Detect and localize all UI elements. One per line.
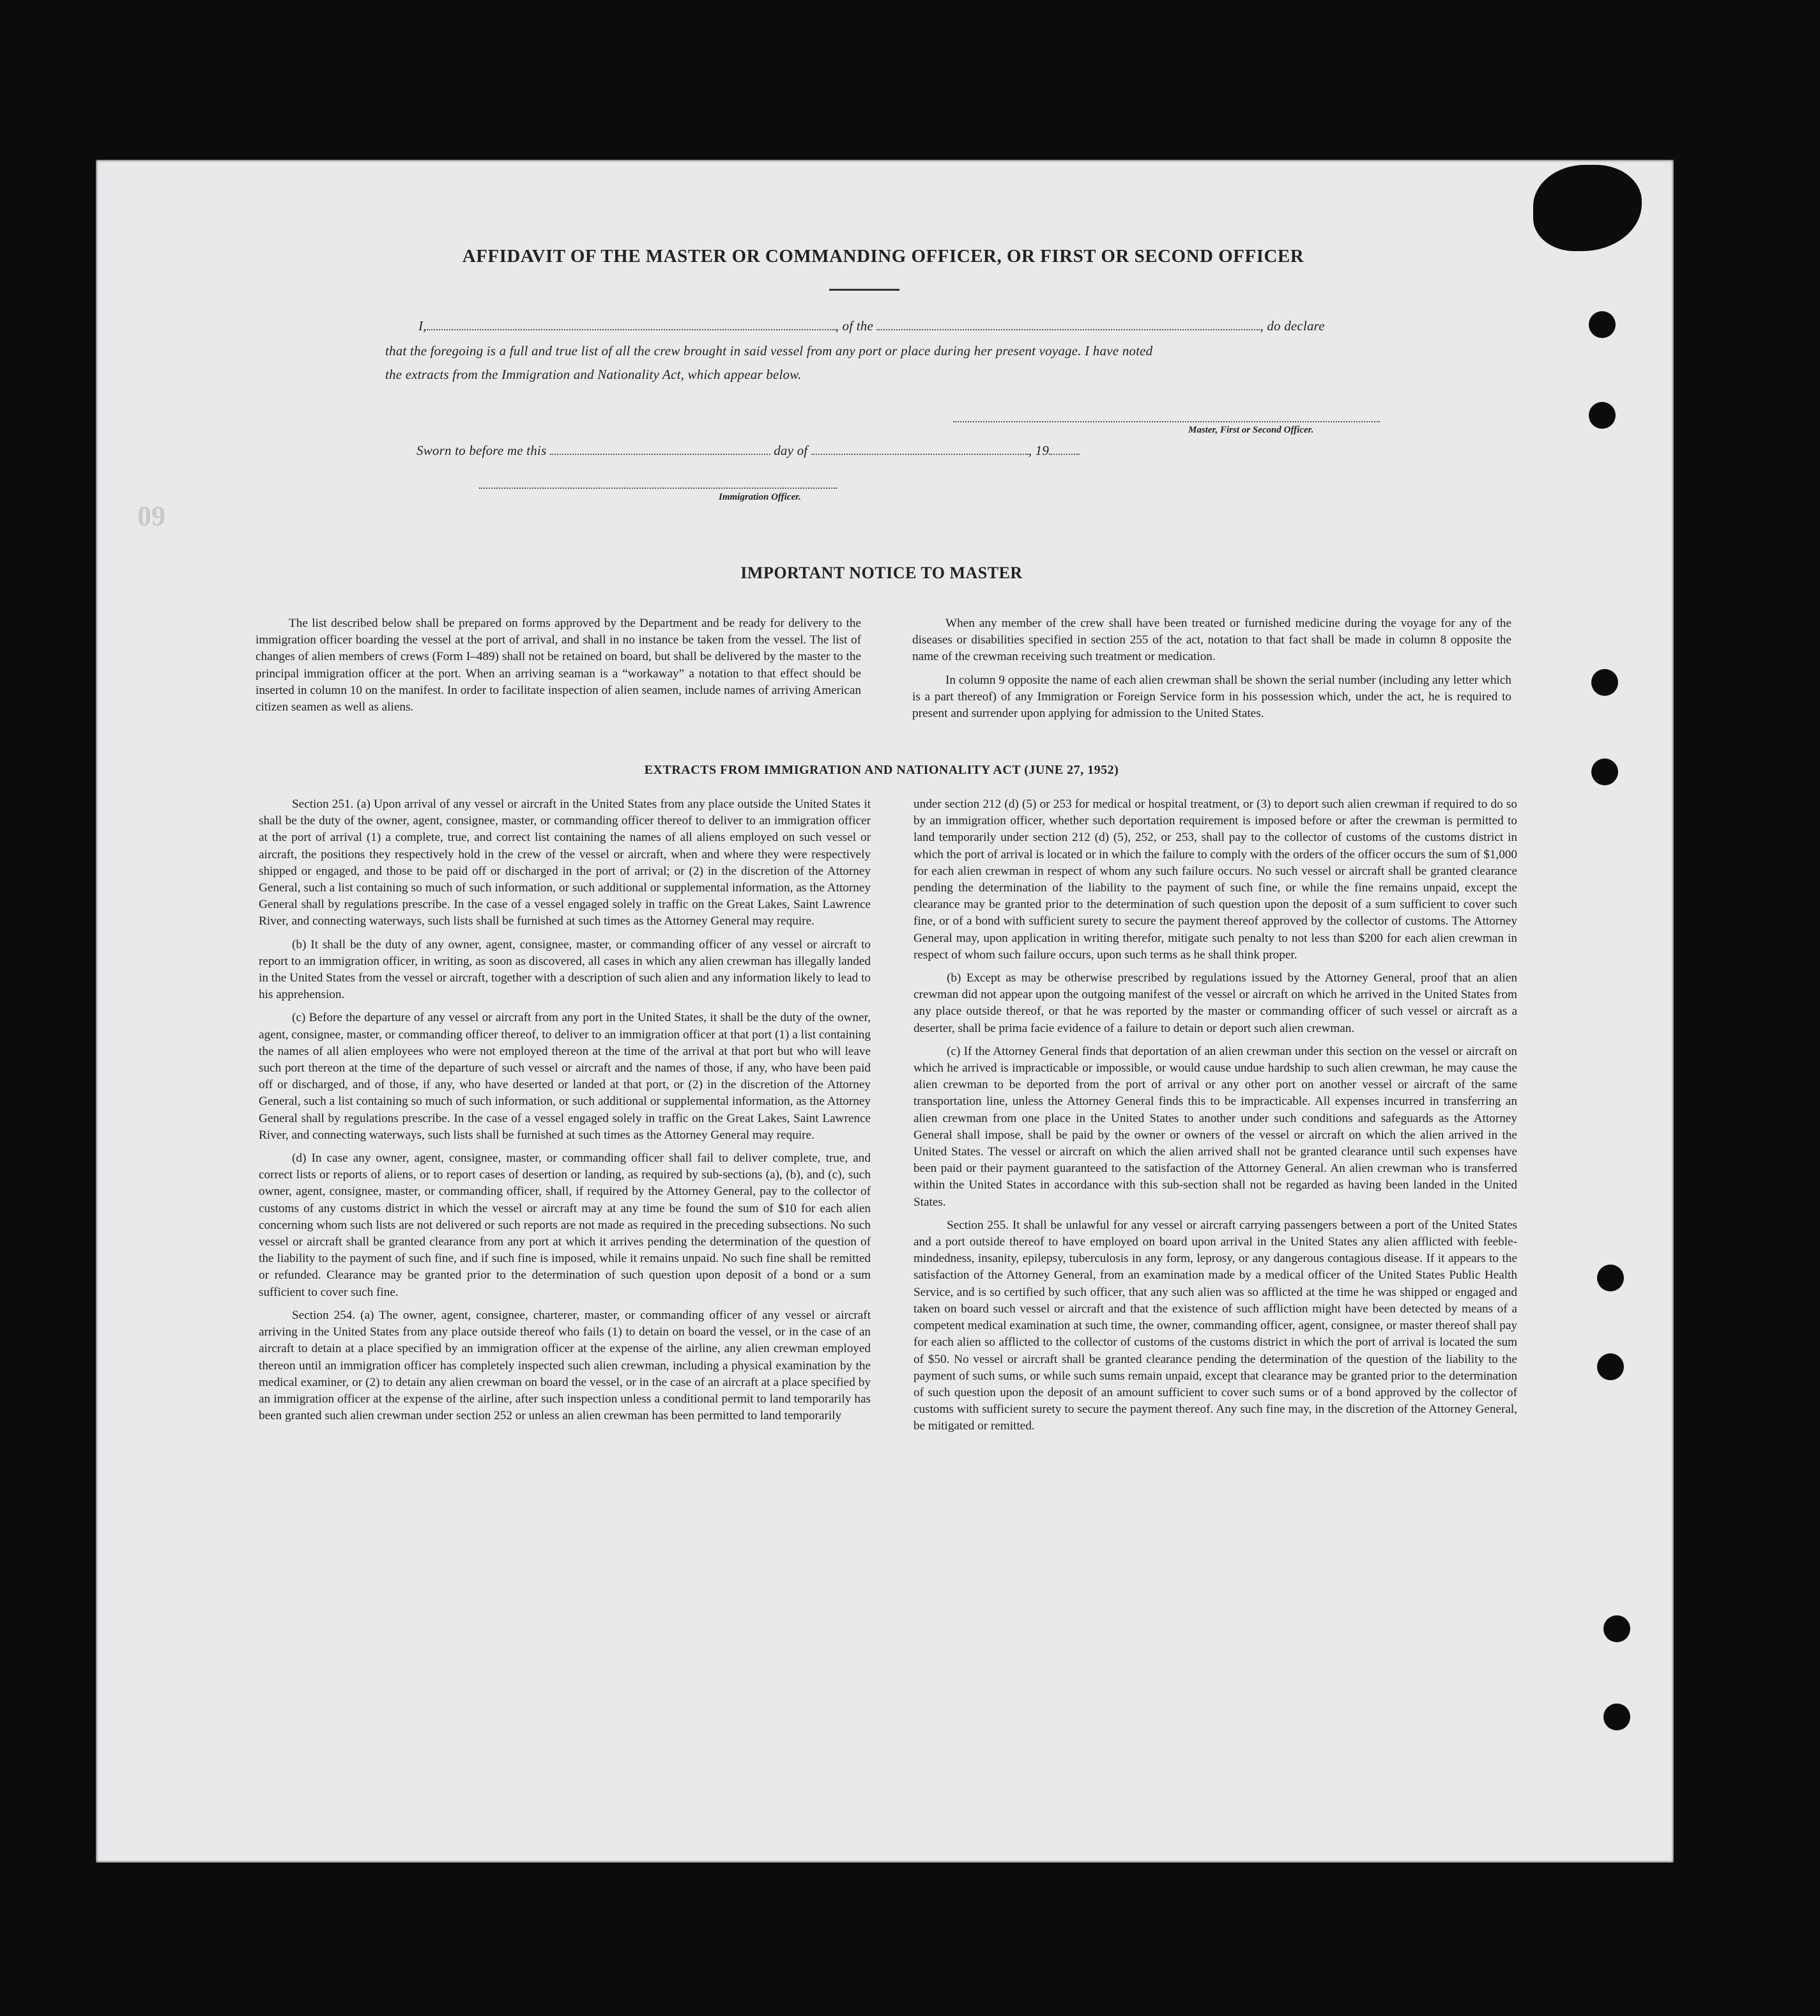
section-254-b: (b) Except as may be otherwise prescribed by regulations issued by the Attorney General, proof that an alien crewman did not appear upon the outgoing manifest of the vessel or aircraft on which he arrived in the United States from any place outside thereof, or that he was reported by the master or commanding officer of such vessel or aircraft as a deserter, shall be prima facie evidence of a failure to detain or deport such alien crewman.: [914, 971, 1517, 1035]
section-251-b: (b) It shall be the duty of any owner, agent, consignee, master, or commanding officer of any vessel or aircraft to report to an immigration officer, in writing, as soon as discovered, all cases in which any alien crewman has illegally landed in the United States from the vessel or aircraft, together with a description of such alien and any information likely to lead to his apprehension.: [259, 937, 871, 1002]
master-caption: Master, First or Second Officer.: [1188, 425, 1314, 435]
notice-title: IMPORTANT NOTICE TO MASTER: [740, 564, 1023, 582]
section-254-a-continued: under section 212 (d) (5) or 253 for medical or hospital treatment, or (3) to deport such alien crewman if required to do so by an immigration officer, whether such deportation requirement is imposed before or after the crewman is permitted to land temporarily under section 212 (d) (5), 252, or 253, shall pay to the collector of customs of the customs district in which the port of arrival is located or in which the failure to comply with the orders of the officer occurs the sum of $1,000 for each alien crewman in respect of whom any such failure occurs. No such vessel or aircraft shall be granted clearance pending the determination of the liability to the payment of such fine, or while the fine remains unpaid, except the clearance may be granted prior to the determination of such question upon the deposit of a sum sufficient to cover such fine, or of a bond with sufficient surety to secure the payment thereof approved by the collector of customs. The Attorney General may, upon application in writing therefor, mitigate such penalty to not less than $200 for each alien crewman in respect of whom such failure occurs, upon such terms as he shall think proper.: [914, 797, 1517, 962]
notice-right-paragraph-1: When any member of the crew shall have been treated or furnished medicine during the voyage for any of the diseases or disabilities specified in section 255 of the act, notation to that fact shall be made in column 8 opposite the name of the crewman receiving such treatment or medication.: [912, 617, 1511, 664]
punch-hole: [1589, 402, 1616, 429]
title-rule: [829, 289, 899, 291]
section-251-d: (d) In case any owner, agent, consignee, master, or commanding officer shall fail to deliver complete, true, and correct lists or reports of aliens, or to report cases of desertion or landing, as required by sub-sections (a), (b), and (c), such owner, agent, consignee, master, or commanding officer, shall, if required by the Attorney General, pay to the collector of customs of any customs district in which the vessel or aircraft may at any time be found the sum of $10 for each alien concerning whom such lists are not delivered or such reports are not made as required in the preceding subsections. No such vessel or aircraft shall be granted clearance from any port at which it arrives pending the determination of the question of the liability to the payment of such fine, and if such fine is imposed, while it remains unpaid. No such fine shall be remitted or refunded. Clearance may be granted prior to the determination of such question upon deposit of a bond or a sum sufficient to cover such fine.: [259, 1151, 871, 1299]
vessel-blank[interactable]: [876, 319, 1260, 330]
sworn-year-blank[interactable]: [1049, 443, 1080, 455]
notice-right-column: [912, 615, 1511, 722]
notice-left-column: [256, 615, 861, 716]
punch-hole: [1591, 758, 1618, 785]
sworn-line: [417, 443, 1080, 459]
section-251-c: (c) Before the departure of any vessel or aircraft from any port in the United States, it shall be the duty of the owner, agent, consignee, master, or commanding officer thereof, to deliver to an immigration officer at that port (1) a list containing the names of all alien employees who were not employed thereon at the time of the arrival at that port but who will leave such port thereon at the time of the departure of such vessel or aircraft and the names of those, if any, who have been paid off or discharged, and of those, if any, who have deserted or landed at that port, or (2) in the discretion of the Attorney General, such a list containing so much of such information, or such additional or supplemental information, as the Attorney General shall by regulations prescribe. In the case of a vessel engaged solely in traffic on the Great Lakes, Saint Lawrence River, and connecting waterways, such lists shall be furnished at such times as the Attorney General may require.: [259, 1011, 871, 1142]
punch-hole: [1603, 1704, 1630, 1730]
notice-right-paragraph-2: In column 9 opposite the name of each alien crewman shall be shown the serial number (including any letter which is a part thereof) of any Immigration or Foreign Service form in his possession which, under the act, he is required to present and surrender upon applying for admission to the United States.: [912, 673, 1511, 721]
declaration-i: I,: [418, 318, 427, 334]
punch-hole: [1589, 311, 1616, 338]
extracts-right-column: [914, 796, 1517, 1435]
extracts-left-column: [259, 796, 871, 1424]
punch-hole: [1597, 1353, 1624, 1380]
affidavit-title: AFFIDAVIT OF THE MASTER OR COMMANDING OFFICER, OR FIRST OR SECOND OFFICER: [462, 246, 1304, 266]
master-signature-line[interactable]: [953, 421, 1380, 422]
punch-hole: [1597, 1265, 1624, 1291]
section-255: Section 255. It shall be unlawful for any vessel or aircraft carrying passengers between a port of the United States and a port outside thereof to have employed on board upon arrival in the United States any alien afflicted with feeble-mindedness, insanity, epilepsy, tuberculosis in any form, leprosy, or any dangerous contagious disease. If it appears to the satisfaction of the Attorney General, from an examination made by a medical officer of the United States Public Health Service, and is so certified by such officer, that any such alien was so afflicted at the time he was shipped or engaged and taken on board such vessel or aircraft and that the existence of such affliction might have been detected by means of a competent medical examination at such time, the owner, commanding officer, agent, consignee, or master thereof shall pay for each alien so afflicted to the collector of customs of the customs district in which the port of arrival is located the sum of $50. No vessel or aircraft shall be granted clearance pending the determination of the question of the liability to the payment of such sums, or while such sums remain unpaid, except that clearance may be granted prior to the determination of such question upon the deposit of an amount sufficient to cover such sums or of a bond approved by the collector of customs with sufficient surety to secure the payment thereof. Any such fine may, in the discretion of the Attorney General, be mitigated or remitted.: [914, 1218, 1517, 1433]
declaration-line-2: that the foregoing is a full and true list of all the crew brought in said vessel from any port or place during her present voyage. I have noted: [385, 343, 1153, 358]
sworn-text: Sworn to before me this: [417, 443, 547, 458]
declaration-line-1: [418, 318, 1325, 334]
sworn-day-of: day of: [774, 443, 808, 458]
section-254-c: (c) If the Attorney General finds that deportation of an alien crewman under this section on the vessel or aircraft on which he arrived is impracticable or impossible, or would cause undue hardship to such alien crewman, he may cause the alien crewman to be deported from the port of arrival or any other port on another vessel or aircraft of the same transportation line, unless the Attorney General finds this to be impracticable. All expenses incurred in transferring an alien crewman from one place in the United States to another under such conditions and safeguards as the Attorney General shall impose, shall be paid by the owner or owners of the vessel or aircraft on which the alien arrived in the United States. The vessel or aircraft on which the alien arrived shall not be granted clearance until such expenses have been paid or their payment guaranteed to the satisfaction of the Attorney General. An alien crewman who is transferred within the United States in accordance with this sub-section shall not be regarded as having been landed in the United States.: [914, 1044, 1517, 1209]
extracts-title: EXTRACTS FROM IMMIGRATION AND NATIONALITY ACT (JUNE 27, 1952): [644, 763, 1119, 777]
officer-signature-line[interactable]: [479, 488, 837, 489]
notice-left-paragraph: The list described below shall be prepared on forms approved by the Department and be ready for delivery to the immigration officer boarding the vessel at the port of arrival, and shall in no instance be taken from the vessel. The list of changes of alien members of crews (Form I–489) shall not be retained on board, but shall be delivered by the master to the principal immigration officer at the port. When an arriving seaman is a “workaway” a notation to that effect should be inserted in column 10 on the manifest. In order to facilitate inspection of alien seamen, include names of arriving American citizen seamen as well as aliens.: [256, 617, 861, 714]
declaration-do-declare: , do declare: [1260, 318, 1325, 334]
margin-mark: 09: [137, 500, 165, 532]
sworn-day-blank[interactable]: [550, 443, 770, 455]
name-blank[interactable]: [427, 319, 836, 330]
sworn-year-prefix: , 19: [1028, 443, 1050, 458]
section-254-a: Section 254. (a) The owner, agent, consignee, charterer, master, or commanding officer of any vessel or aircraft arriving in the United States from any place outside thereof who fails (1) to detain on board the vessel, or in the case of an aircraft to detain at a place specified by an immigration officer at the expense of the airline, any alien crewman employed thereon until an immigration officer has completely inspected such alien crewman, including a physical examination by the medical examiner, or (2) to detain any alien crewman on board the vessel, or in the case of an aircraft at a place specified by an immigration officer at the expense of the airline, after such inspection unless a conditional permit to land temporarily has been granted such alien crewman under section 252 or unless an alien crewman has been permitted to land temporarily: [259, 1308, 871, 1423]
officer-caption: Immigration Officer.: [719, 492, 801, 502]
declaration-of-the: , of the: [835, 318, 873, 334]
sworn-month-blank[interactable]: [811, 443, 1029, 455]
punch-hole: [1591, 669, 1618, 696]
section-251-a: Section 251. (a) Upon arrival of any vessel or aircraft in the United States from any place outside the United States it shall be the duty of the owner, agent, consignee, master, or commanding officer thereof to deliver to an immigration officer at the port of arrival (1) a complete, true, and correct list containing the names of all aliens employed on such vessel or aircraft, the positions they respectively hold in the crew of the vessel or aircraft, when and where they were respectively shipped or engaged, and those to be paid off or discharged in the port of arrival; or (2) in the discretion of the Attorney General, such a list containing so much of such information, or such additional or supplemental information, as the Attorney General shall by regulations prescribe. In the case of a vessel engaged solely in traffic on the Great Lakes, Saint Lawrence River, and connecting waterways, such lists shall be furnished at such times as the Attorney General may require.: [259, 797, 871, 928]
declaration-line-3: the extracts from the Immigration and Nationality Act, which appear below.: [385, 367, 802, 382]
punch-hole: [1603, 1615, 1630, 1642]
